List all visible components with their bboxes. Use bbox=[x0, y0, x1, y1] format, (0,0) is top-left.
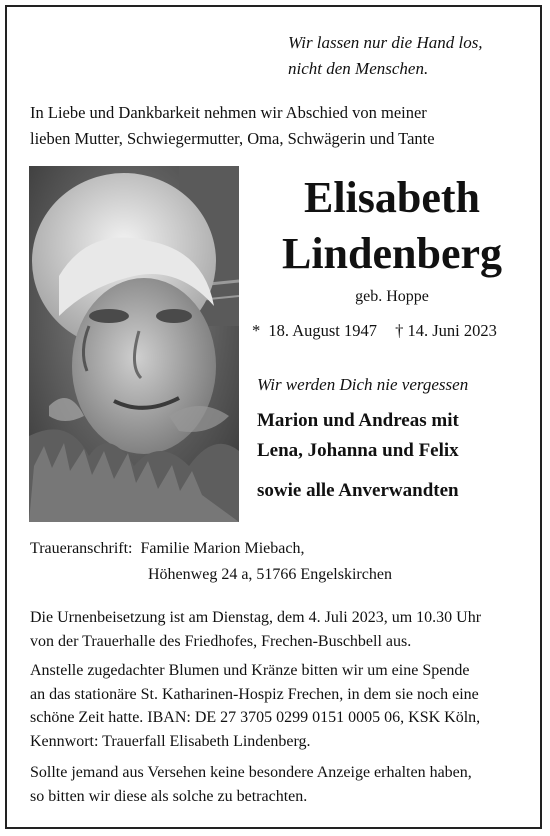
portrait-photo bbox=[29, 166, 239, 522]
notice-line-1: Sollte jemand aus Versehen keine besondere Anzeige erhalten haben, bbox=[30, 764, 472, 781]
family-line-2: Lena, Johanna und Felix bbox=[257, 440, 459, 461]
quote-line-2: nicht den Menschen. bbox=[288, 59, 429, 78]
funeral-info bbox=[30, 606, 481, 653]
intro-line-1: In Liebe und Dankbarkeit nehmen wir Abschied von meiner bbox=[30, 103, 427, 122]
notice-info bbox=[30, 761, 472, 808]
portrait-illustration bbox=[29, 166, 239, 522]
address-street: Höhenweg 24 a, 51766 Engelskirchen bbox=[148, 566, 392, 583]
deceased-last-name: Lindenberg bbox=[281, 229, 503, 278]
death-symbol: † bbox=[395, 321, 404, 340]
funeral-line-2: von der Trauerhalle des Friedhofes, Frechen-Buschbell aus. bbox=[30, 632, 412, 650]
life-dates bbox=[252, 321, 532, 341]
motto: Wir werden Dich nie vergessen bbox=[257, 375, 469, 394]
donation-line-2: an das stationäre St. Katharinen-Hospiz Frechen, in dem sie noch eine bbox=[30, 685, 479, 703]
address-name: Familie Marion Miebach, bbox=[140, 540, 305, 557]
donation-line-1: Anstelle zugedachter Blumen und Kränze bitten wir um eine Spende bbox=[30, 662, 470, 679]
notice-line-2: so bitten wir diese als solche zu betrachten. bbox=[30, 787, 308, 805]
funeral-line-1: Die Urnenbeisetzung ist am Dienstag, dem 4. Juli 2023, um 10.30 Uhr bbox=[30, 609, 482, 626]
intro-line-2: lieben Mutter, Schwiegermutter, Oma, Schwägerin und Tante bbox=[30, 129, 435, 148]
family-line-3: sowie alle Anverwandten bbox=[257, 480, 459, 501]
deceased-first-name: Elisabeth bbox=[303, 173, 481, 222]
donation-info bbox=[30, 659, 480, 753]
birth-date: 18. August 1947 bbox=[268, 321, 378, 340]
family-line-1: Marion und Andreas mit bbox=[257, 410, 459, 431]
death-date: 14. Juni 2023 bbox=[407, 321, 497, 340]
address-label: Traueranschrift: bbox=[30, 540, 133, 557]
quote-line-1: Wir lassen nur die Hand los, bbox=[288, 33, 483, 52]
quote bbox=[288, 30, 483, 82]
address-line-1 bbox=[30, 540, 304, 558]
donation-line-3: schöne Zeit hatte. IBAN: DE 27 3705 0299 0151 0005 06, KSK Köln, bbox=[30, 709, 481, 726]
maiden-name: geb. Hoppe bbox=[355, 288, 429, 305]
birth-symbol: * bbox=[252, 321, 261, 340]
donation-line-4: Kennwort: Trauerfall Elisabeth Lindenberg. bbox=[30, 732, 311, 750]
intro-text bbox=[30, 100, 435, 152]
